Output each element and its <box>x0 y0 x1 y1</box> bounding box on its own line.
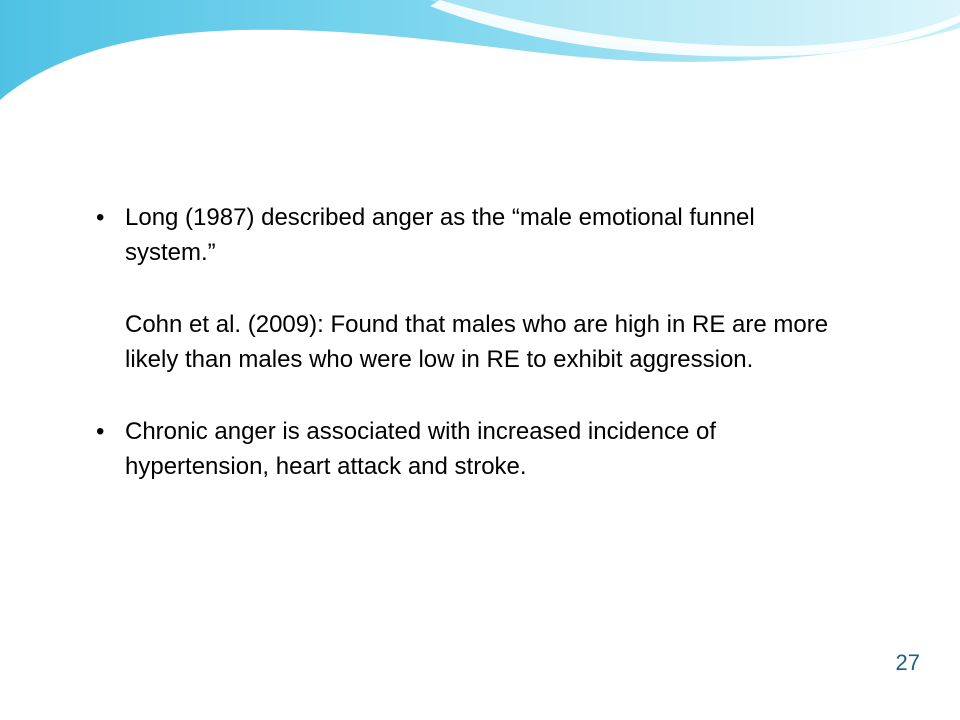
bullet-text: Chronic anger is associated with increased incidence of hypertension, heart attack and stroke. <box>125 418 716 480</box>
bullet-item-long-1987 <box>96 200 836 270</box>
paragraph-cohn-2009 <box>96 307 836 377</box>
page-number: 27 <box>895 650 920 675</box>
bullet-item-chronic-anger <box>96 414 836 484</box>
bullet-dot-icon: • <box>96 204 105 231</box>
header-wave-decoration <box>0 0 960 120</box>
slide-body <box>96 200 836 484</box>
bullet-text: Long (1987) described anger as the “male emotional funnel system.” <box>125 204 755 266</box>
paragraph-text: Cohn et al. (2009): Found that males who are high in RE are more likely than males who were low in RE to exhibit aggression. <box>125 311 829 373</box>
bullet-dot-icon: • <box>96 418 105 445</box>
